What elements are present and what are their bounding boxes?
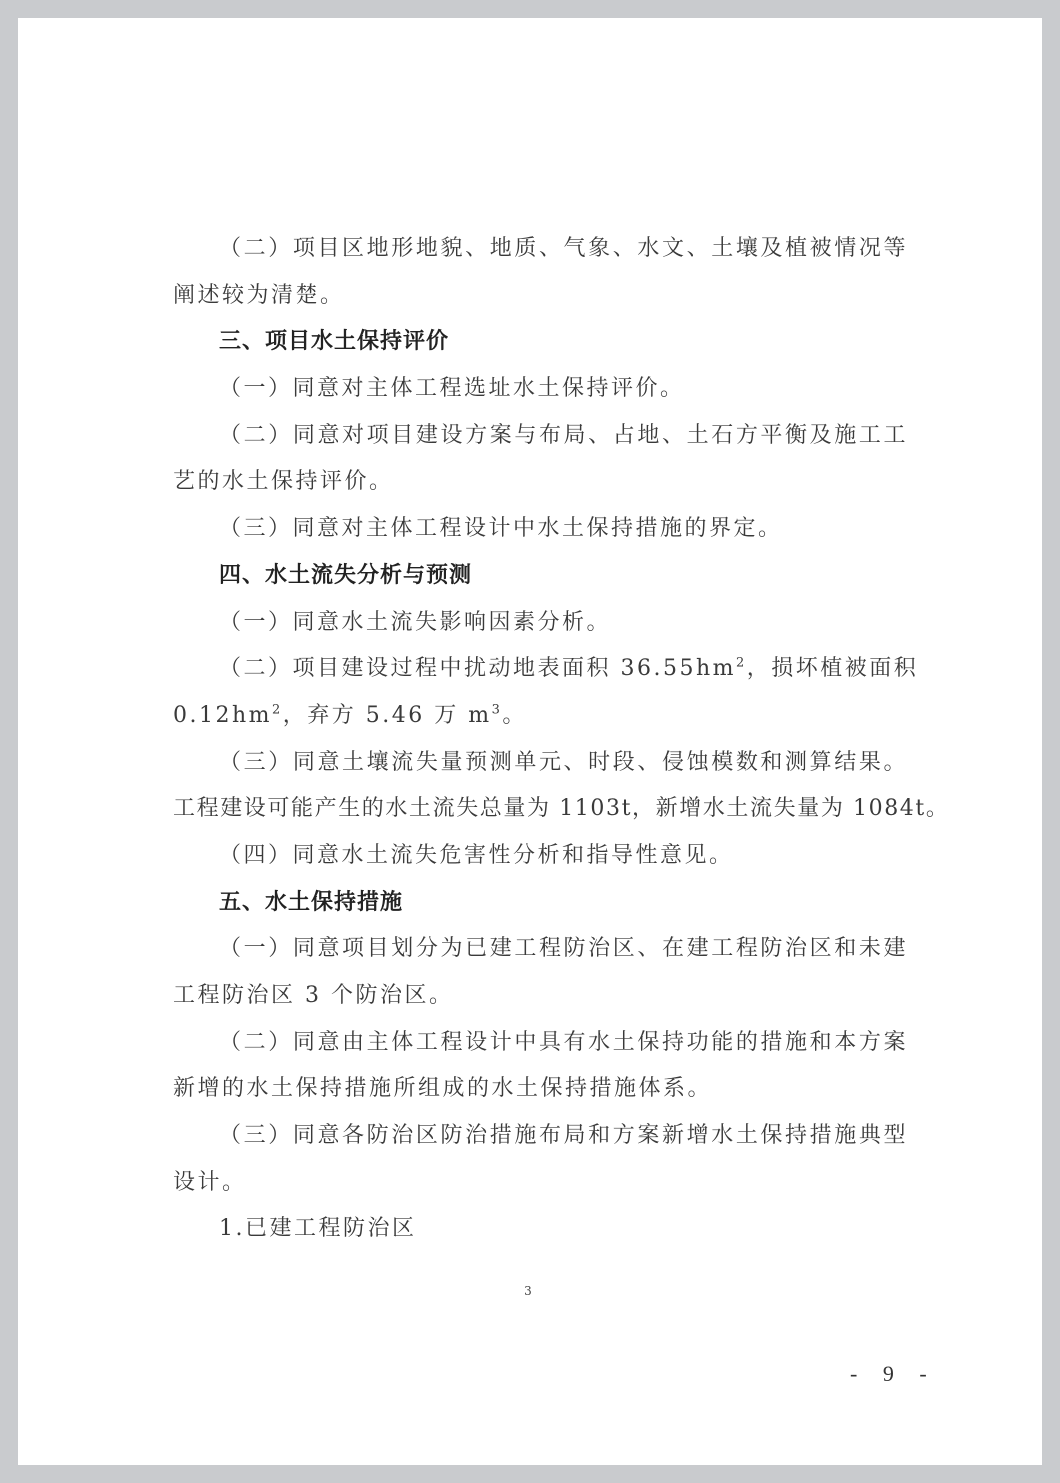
paragraph-line: （一）同意水土流失影响因素分析。 <box>219 609 612 635</box>
section-heading: 四、水土流失分析与预测 <box>219 562 473 588</box>
paragraph-line: （一）同意项目划分为已建工程防治区、在建工程防治区和未建 <box>219 936 908 962</box>
paragraph-line: 新增的水土保持措施所组成的水土保持措施体系。 <box>173 1076 713 1102</box>
paragraph-line: （三）同意对主体工程设计中水土保持措施的界定。 <box>219 516 783 542</box>
paragraph-line: （一）同意对主体工程选址水土保持评价。 <box>219 376 685 402</box>
paragraph-line: 艺的水土保持评价。 <box>173 469 394 495</box>
paragraph-line: 工程防治区 3 个防治区。 <box>173 983 454 1008</box>
superscript: 2 <box>272 702 283 718</box>
paragraph-line: 设计。 <box>173 1169 247 1195</box>
superscript: 2 <box>736 655 747 671</box>
section-heading: 三、项目水土保持评价 <box>219 329 450 355</box>
text-segment: （二）项目建设过程中扰动地表面积 36.55hm <box>219 656 737 682</box>
section-heading: 五、水土保持措施 <box>219 889 404 915</box>
inner-page-number: 3 <box>524 1284 532 1298</box>
paragraph-line <box>173 693 908 740</box>
text-segment: ，弃方 5.46 万 m <box>282 702 492 728</box>
document-body <box>173 226 950 1253</box>
paragraph-line: 工程建设可能产生的水土流失总量为 1103t，新增水土流失量为 1084t。 <box>173 796 950 822</box>
paragraph-line: 1.已建工程防治区 <box>219 1216 417 1242</box>
text-segment: 0.12hm <box>173 702 273 728</box>
paragraph-line <box>173 646 919 693</box>
paragraph-line: 阐述较为清楚。 <box>173 282 345 308</box>
text-segment: 。 <box>502 702 527 728</box>
page-number: - 9 - <box>850 1361 937 1386</box>
paragraph-line: （二）同意对项目建设方案与布局、占地、土石方平衡及施工工 <box>219 422 908 448</box>
superscript: 3 <box>491 702 503 718</box>
paragraph-line: （四）同意水土流失危害性分析和指导性意见。 <box>219 842 734 868</box>
paragraph-line: （三）同意各防治区防治措施布局和方案新增水土保持措施典型 <box>219 1123 908 1149</box>
paragraph-line: （二）同意由主体工程设计中具有水土保持功能的措施和本方案 <box>219 1029 908 1055</box>
paragraph-line: （三）同意土壤流失量预测单元、时段、侵蚀模数和测算结果。 <box>219 749 908 775</box>
paragraph-line: （二）项目区地形地貌、地质、气象、水文、土壤及植被情况等 <box>219 236 908 261</box>
document-page <box>18 18 1042 1465</box>
text-segment: ，损坏植被面积 <box>746 656 919 682</box>
